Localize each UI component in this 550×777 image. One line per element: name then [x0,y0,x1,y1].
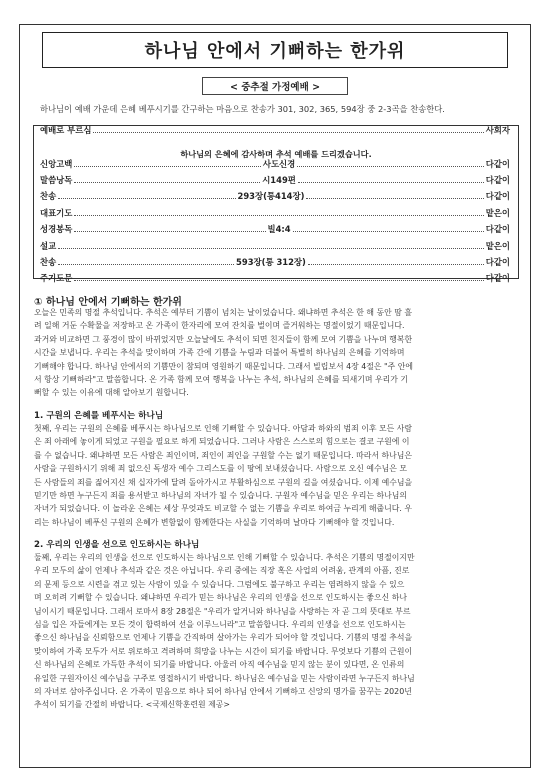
leader-dots [58,258,234,265]
leader-dots [74,209,483,216]
point1-body [34,422,518,529]
text-line: 리는 하나님이 베푸신 구원의 은혜가 변함없이 함께한다는 사실을 기억하며 날마다 기뻐해야 할 것입니다. [34,517,395,527]
text-line: 우리 모두의 삶이 언제나 추석과 같은 것은 아닙니다. 우리 중에는 직장 혹은 사업의 어려움, 관계의 아픔, 진로 [34,566,410,576]
point2-body [34,551,518,712]
text-line: 뻐할 수 있는 이유에 대해 알아보기 원합니다. [34,388,189,398]
text-line: 자녀가 되었습니다. 이 놀라운 은혜는 세상 무엇과도 비교할 수 없는 기쁨을 우리로 하여금 누리게 해줍니다. 우 [34,504,413,514]
text-line: 심을 입은 자들에게는 모든 것이 합력하여 선을 이루느니라"고 말씀합니다. 우리의 인생을 선으로 인도하시는 [34,620,406,630]
order-item-detail: 593장(통 312장) [236,256,306,267]
order-item-detail: 시149편 [262,174,296,185]
order-item-role: 다같이 [485,174,511,185]
leader-dots [93,126,483,133]
text-line: 신 하나님의 은혜로 가득한 추석이 되기를 바랍니다. 아울러 아직 예수님을 믿지 않는 분이 있다면, 온 인류의 [34,660,405,670]
worship-order-row [40,157,510,170]
leader-dots [298,176,484,183]
text-line: 려 일해 거둔 수확물을 저장하고 온 가족이 한자리에 모여 잔치를 벌이며 즐거워하는 명절이었기 때문입니다. [34,321,405,331]
worship-order-row [40,123,510,136]
order-item-role: 맡은이 [485,240,510,251]
title-box [42,32,508,68]
text-line: 맞이하여 가족 모두가 서로 위로하고 격려하며 희망을 나누는 시간이 되기를 바랍니다. 무엇보다 기쁨의 근원이 [34,646,413,656]
order-item-role: 사회자 [485,124,510,135]
order-item-label: 성경봉독 [40,223,73,234]
order-item-label: 찬송 [40,256,57,267]
order-item-label: 대표기도 [40,207,73,218]
text-line: 든 사람들의 죄를 짊어지신 채 십자가에 달려 돌아가시고 부활하심으로 구원의 길을 여셨습니다. 이제 예수님을 [34,477,413,487]
worship-order-box [33,124,519,283]
subtitle-box [202,77,348,95]
text-line: 과거와 비교하면 그 풍경이 많이 바뀌었지만 오늘날에도 추석이 되면 친지들이 함께 모여 기쁨을 나누며 행복한 [34,334,413,344]
text-line: 며 오히려 기뻐할 수 있습니다. 왜냐하면 우리가 믿는 하나님은 우리의 인생을 선으로 인도하시는 좋으신 하나 [34,593,408,603]
section-heading: ① 하나님 안에서 기뻐하는 한가위 [34,297,182,308]
order-item-label: 예배로 부르심 [40,124,92,135]
order-item-label: 말씀낭독 [40,174,73,185]
order-item-detail: 빌4:4 [267,223,291,234]
worship-order-note: 하나님의 은혜에 감사하며 추석 예배를 드리겠습니다. [180,149,372,159]
leader-dots [74,160,260,167]
text-line: 좋으신 하나님을 신뢰함으로 언제나 기쁨을 간직하며 살아가는 우리가 되어야 할 것입니다. 기쁨의 명절 추석을 [34,633,413,643]
worship-order-row [40,271,510,284]
leader-dots [306,192,483,199]
text-line: 둘째, 우리는 우리의 인생을 선으로 인도하시는 하나님으로 인해 기뻐할 수 있습니다. 추석은 기쁨의 명절이지만 [34,553,415,562]
leader-dots [58,192,235,199]
text-line: 기뻐해야 합니다. 하나님 안에서의 기쁨만이 참되며 영원하기 때문입니다. 그래서 빌립보서 4장 4절은 "주 안에 [34,361,414,371]
order-item-role: 다같이 [485,272,510,283]
text-line: 유일한 구원자이신 예수님을 구주로 영접하시기 바랍니다. 하나님은 예수님을 믿는 사람이라면 누구든지 하나님 [34,673,415,683]
worship-order-row [40,206,510,219]
text-line: 사람을 구원하시기 위해 죄 없으신 독생자 예수 그리스도를 이 땅에 보내셨습니다. 사람으로 오신 예수님은 모 [34,464,408,474]
text-line: 믿기만 하면 누구든지 죄를 용서받고 하나님의 자녀가 될 수 있습니다. 구원자 예수님을 믿은 우리는 하나님의 [34,491,408,501]
order-item-label: 신앙고백 [40,158,73,169]
leader-dots [74,225,265,232]
point2-heading: 2. 우리의 인생을 선으로 인도하시는 하나님 [34,540,200,550]
order-item-role: 다같이 [485,190,511,201]
leader-dots [293,225,484,232]
text-line: 은 죄 아래에 놓이게 되었고 구원을 필요로 하게 되었습니다. 그러나 사람은 스스로의 힘으로는 결코 구원에 이 [34,437,410,447]
text-line: 오늘은 민족의 명절 추석입니다. 추석은 예부터 기쁨이 넘치는 날이었습니다. 왜냐하면 추석은 한 해 동안 땀 흘 [34,308,413,317]
text-line: 의 자녀로 삼아주십니다. 온 가족이 믿음으로 하나 되어 하나님 안에서 기뻐하고 신앙의 명가를 꿈꾸는 2020년 [34,687,412,697]
order-item-role: 맡은이 [485,207,510,218]
worship-order-row [40,173,510,186]
page-title: 하나님 안에서 기뻐하는 한가위 [144,41,406,62]
order-item-role: 다같이 [485,223,511,234]
leader-dots [58,242,484,249]
section-intro [34,306,518,400]
text-line: 추석이 되기를 간절히 바랍니다. <국제신학훈련원 제공> [34,700,230,710]
worship-order-row [40,222,510,235]
text-line: 서 항상 기뻐하라"고 말씀합니다. 온 가족 함께 모여 행복을 나누는 추석, 하나님의 은혜를 되새기며 우리가 기 [34,375,409,385]
order-item-label: 주기도문 [40,272,73,283]
leader-dots [297,160,483,167]
text-line: 를 수 없습니다. 왜냐하면 모든 사람은 죄인이며, 죄인이 죄인을 구원할 수는 없기 때문입니다. 따라서 하나님은 [34,450,413,460]
intro-text: 하나님이 예배 가운데 은혜 베푸시기를 간구하는 마음으로 찬송가 301, 302, 365, 594장 중 2-3곡을 찬송한다. [40,104,445,114]
order-item-label: 찬송 [40,190,57,201]
worship-order-row [40,239,510,252]
text-line: 의 문제 등으로 시련을 겪고 있는 사람이 있을 수 있습니다. 그럼에도 불구하고 우리는 염려하지 않을 수 있으 [34,579,405,589]
leader-dots [308,258,484,265]
leader-dots [74,274,483,281]
order-item-detail: 293장(통414장) [237,190,305,201]
page-subtitle: < 중추절 가정예배 > [229,82,321,93]
order-item-detail: 사도신경 [262,158,296,169]
leader-dots [74,176,260,183]
order-item-label: 설교 [40,240,57,251]
text-line: 님이시기 때문입니다. 그래서 로마서 8장 28절은 "우리가 알거니와 하나님을 사랑하는 자 곧 그의 뜻대로 부르 [34,606,411,616]
order-item-role: 다같이 [485,158,510,169]
worship-order-row [40,255,510,268]
worship-order-row [40,189,510,202]
order-item-role: 다같이 [485,256,510,267]
text-line: 첫째, 우리는 구원의 은혜를 베푸시는 하나님으로 인해 기뻐할 수 있습니다. 아담과 하와의 범죄 이후 모든 사람 [34,424,413,433]
point1-heading: 1. 구원의 은혜를 베푸시는 하나님 [34,411,164,421]
text-line: 시간을 보냅니다. 우리는 추석을 맞이하며 가족 간에 기쁨을 누림과 더불어 특별히 하나님의 은혜를 기억하며 [34,348,405,358]
